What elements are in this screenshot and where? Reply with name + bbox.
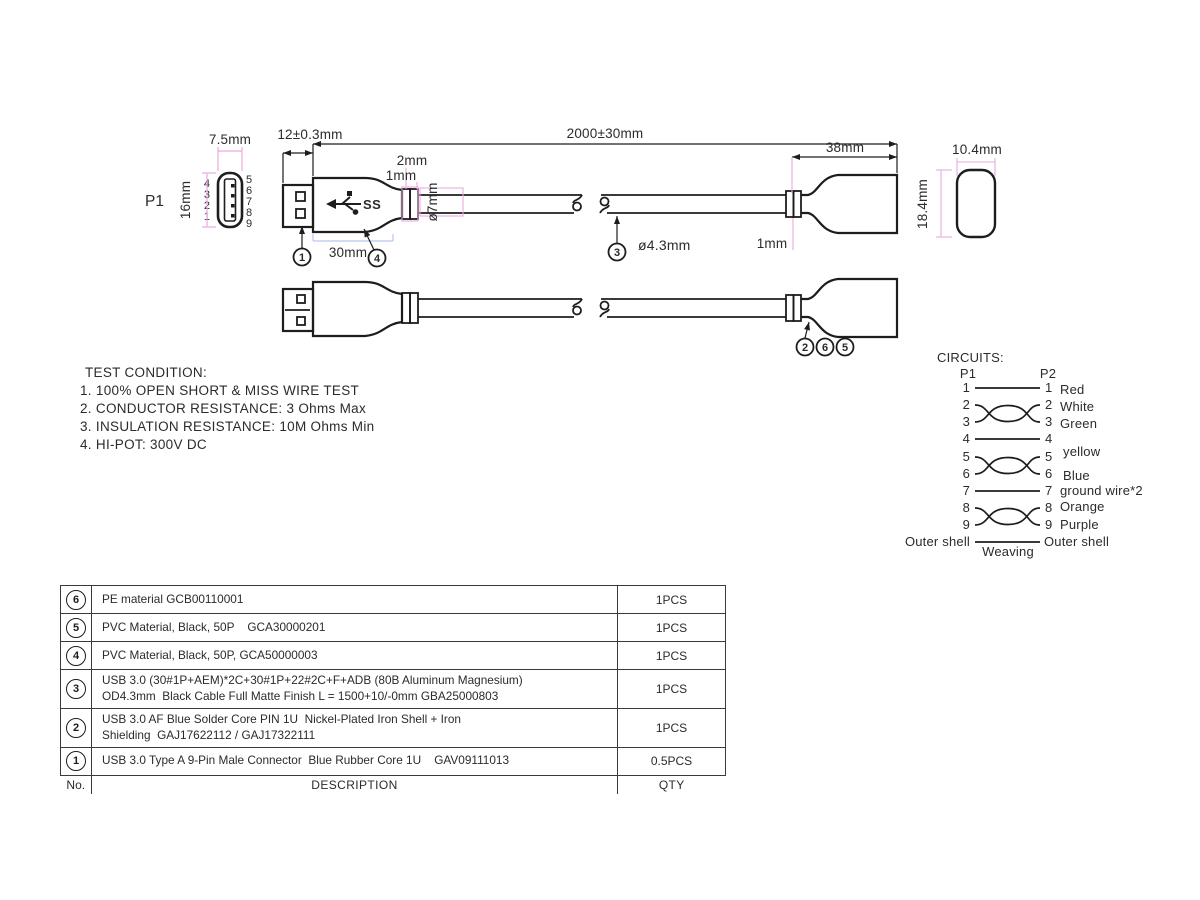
male-connector-side-view — [283, 282, 418, 336]
circuit-pin-left-5: 5 — [962, 449, 970, 464]
p1-label: P1 — [145, 193, 164, 210]
dim-30mm: 30mm — [328, 245, 368, 260]
weaving-label: Weaving — [982, 544, 1034, 559]
callout-2: 2 — [801, 342, 809, 354]
callout-2-6-5 — [797, 322, 854, 356]
table-row-4 — [61, 642, 726, 670]
circuit-pin-right-6: 6 — [1045, 466, 1053, 481]
callout-3 — [609, 216, 626, 261]
test-condition-2: 2. CONDUCTOR RESISTANCE: 3 Ohms Max — [80, 401, 367, 416]
dim-16mm: 16mm — [178, 180, 193, 220]
wire-label-blue: Blue — [1063, 468, 1090, 483]
dim-7-5mm-lines — [218, 147, 242, 171]
wire-label-red: Red — [1060, 382, 1085, 397]
item-number-badge: 2 — [66, 718, 86, 738]
item-number-badge: 1 — [66, 751, 86, 771]
circuit-pin-left-1: 1 — [962, 380, 970, 395]
female-end-view — [957, 170, 995, 237]
col-header-description: DESCRIPTION — [92, 775, 618, 794]
test-condition-3: 3. INSULATION RESISTANCE: 10M Ohms Min — [80, 419, 375, 434]
table-row-5 — [61, 614, 726, 642]
dim-o7mm: ø7mm — [425, 182, 440, 222]
circuit-pin-left-9: 9 — [962, 517, 970, 532]
outer-shell-left: Outer shell — [904, 534, 970, 549]
pin-6: 6 — [246, 185, 253, 197]
pin-7: 7 — [246, 196, 253, 208]
item-number-badge: 3 — [66, 679, 86, 699]
pin-9: 9 — [246, 218, 253, 230]
item-description: PE material GCB00110001 — [102, 591, 244, 606]
item-qty: 1PCS — [618, 670, 726, 709]
circuit-pin-left-4: 4 — [962, 431, 970, 446]
callout-5: 5 — [841, 342, 849, 354]
wire-label-ground: ground wire*2 — [1060, 483, 1143, 498]
svg-text:4: 4 — [373, 253, 381, 265]
dim-18-4mm: 18.4mm — [915, 179, 930, 229]
test-condition-1: 1. 100% OPEN SHORT & MISS WIRE TEST — [80, 383, 360, 398]
table-row-2: 2 USB 3.0 AF Blue Solder Core PIN 1U Nickel-Plated Iron Shell + Iron Shielding GAJ17622112 / GAJ17322111 1PCS — [61, 708, 726, 747]
svg-text:3: 3 — [613, 247, 621, 259]
table-row-1 — [61, 747, 726, 775]
dim-2mm: 2mm — [396, 153, 428, 168]
wire-label-white: White — [1060, 399, 1095, 414]
pin-3: 3 — [203, 189, 210, 201]
table-row-6 — [61, 586, 726, 614]
dim-o43mm: ø4.3mm — [638, 237, 691, 253]
circuit-pin-right-8: 8 — [1045, 500, 1053, 515]
circuit-pin-left-6: 6 — [962, 466, 970, 481]
test-condition-4: 4. HI-POT: 300V DC — [80, 437, 207, 452]
circuit-wires — [975, 388, 1040, 542]
circuit-pin-right-2: 2 — [1045, 397, 1053, 412]
female-connector-top-view — [786, 175, 897, 233]
pin-5: 5 — [246, 174, 253, 186]
circuits-title: CIRCUITS: — [937, 350, 1004, 365]
item-qty: 1PCS — [618, 614, 726, 642]
dim-38mm: 38mm — [825, 140, 865, 155]
outer-shell-right: Outer shell — [1044, 534, 1110, 549]
circuit-pin-left-3: 3 — [962, 414, 970, 429]
table-header-row — [61, 775, 726, 794]
circuit-pin-right-5: 5 — [1045, 449, 1053, 464]
dim-1mm-right: 1mm — [756, 236, 788, 251]
test-conditions-block — [80, 365, 374, 452]
circuit-pin-left-7: 7 — [962, 483, 970, 498]
item-number-badge: 6 — [66, 590, 86, 610]
pin-4: 4 — [203, 178, 210, 190]
circuit-pin-right-1: 1 — [1045, 380, 1053, 395]
wire-label-green: Green — [1060, 416, 1098, 431]
pin-1: 1 — [203, 211, 210, 223]
item-number-badge: 5 — [66, 618, 86, 638]
female-connector-side-view — [786, 279, 897, 337]
pin-2: 2 — [203, 200, 210, 212]
dim-7-5mm: 7.5mm — [208, 132, 252, 147]
usb-ss-logo — [326, 191, 361, 215]
wire-label-yellow: yellow — [1063, 444, 1101, 459]
dim-10-4mm: 10.4mm — [952, 142, 1002, 157]
item-description: PVC Material, Black, 50P, GCA50000003 — [102, 647, 318, 662]
item-description: PVC Material, Black, 50P GCA30000201 — [102, 619, 326, 634]
circuits-p1: P1 — [959, 366, 977, 381]
cable-top-view — [418, 195, 786, 213]
test-conditions-title: TEST CONDITION: — [85, 365, 208, 380]
item-description: USB 3.0 (30#1P+AEM)*2C+30#1P+22#2C+F+ADB (80B Aluminum Magnesium) — [102, 673, 523, 687]
circuits-p2: P2 — [1039, 366, 1057, 381]
item-qty: 1PCS — [618, 586, 726, 614]
dim-30mm-lines — [313, 234, 393, 241]
circuit-pin-left-8: 8 — [962, 500, 970, 515]
circuit-pin-right-7: 7 — [1045, 483, 1053, 498]
item-description: USB 3.0 Type A 9-Pin Male Connector Blue Rubber Core 1U GAV09111013 — [102, 753, 510, 768]
callout-1 — [294, 226, 311, 266]
circuit-diagram — [905, 350, 1143, 559]
circuit-pin-right-3: 3 — [1045, 414, 1053, 429]
p1-end-view — [218, 173, 242, 227]
wire-label-purple: Purple — [1060, 517, 1099, 532]
circuit-pin-left-2: 2 — [962, 397, 970, 412]
col-header-qty: QTY — [618, 775, 726, 794]
item-qty: 1PCS — [618, 642, 726, 670]
col-header-no: No. — [61, 775, 92, 794]
callout-4 — [364, 229, 386, 267]
dim-12mm-lines — [283, 153, 313, 183]
item-description: USB 3.0 AF Blue Solder Core PIN 1U Nickel-Plated Iron Shell + Iron — [102, 711, 461, 726]
dim-18-4mm-lines — [936, 170, 952, 237]
circuit-pin-right-9: 9 — [1045, 517, 1053, 532]
bom-table — [60, 585, 700, 794]
dim-2000mm: 2000±30mm — [566, 126, 644, 141]
item-qty: 1PCS — [618, 708, 726, 747]
table-row-3: 3 USB 3.0 (30#1P+AEM)*2C+30#1P+22#2C+F+ADB (80B Aluminum Magnesium) OD4.3mm Black Cable Full Matte Finish L = 1500+10/-0mm GBA25000803 1PCS — [61, 670, 726, 709]
item-number-badge: 4 — [66, 646, 86, 666]
pin-8: 8 — [246, 207, 253, 219]
dim-1mm-left: 1mm — [385, 168, 417, 183]
cable-side-view — [418, 299, 786, 317]
ss-logo-text: SS — [363, 197, 382, 212]
item-qty: 0.5PCS — [618, 747, 726, 775]
circuit-pin-right-4: 4 — [1045, 431, 1053, 446]
dim-12mm: 12±0.3mm — [277, 127, 343, 142]
callout-6: 6 — [821, 342, 829, 354]
wire-label-orange: Orange — [1060, 499, 1105, 514]
svg-text:1: 1 — [298, 252, 306, 264]
